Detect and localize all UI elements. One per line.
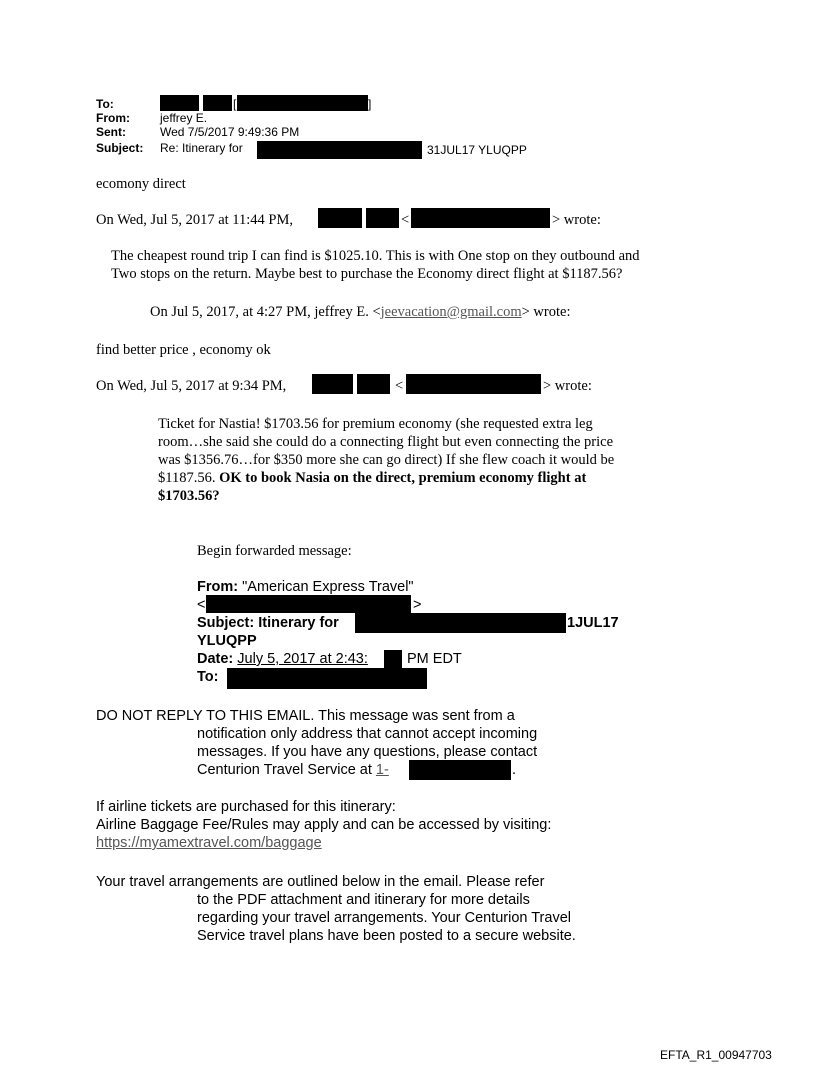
quote-wrote: > wrote: <box>543 378 592 394</box>
angle-open: < <box>395 378 404 394</box>
quote-intro: On Wed, Jul 5, 2017 at 9:34 PM, <box>96 378 287 394</box>
email-link[interactable]: jeevacation@gmail.com <box>380 304 522 320</box>
angle-close: > <box>413 597 422 613</box>
redaction-bar <box>312 374 353 394</box>
subject-suffix: 31JUL17 YLUQPP <box>427 143 527 157</box>
to-label: To: <box>96 97 114 111</box>
redaction-bar <box>318 208 362 228</box>
forwarded-subject-tail: 1JUL17 <box>567 615 619 631</box>
forwarded-begin: Begin forwarded message: <box>197 543 352 559</box>
forwarded-date-tail: PM EDT <box>407 651 462 667</box>
quote-wrote: > wrote: <box>552 212 601 228</box>
reply-text: find better price , economy ok <box>96 342 271 358</box>
phone-link[interactable]: 1- <box>375 762 389 778</box>
sent-value: Wed 7/5/2017 9:49:36 PM <box>160 125 300 139</box>
quote-line: room…she said she could do a connecting flight but even connecting the price <box>158 434 614 450</box>
baggage-line: Airline Baggage Fee/Rules may apply and can be accessed by visiting: <box>96 817 552 833</box>
notice-line: DO NOT REPLY TO THIS EMAIL. This message was sent from a <box>96 708 515 724</box>
forwarded-subject-line2: YLUQPP <box>197 633 257 649</box>
quote-intro: On Wed, Jul 5, 2017 at 11:44 PM, <box>96 212 294 228</box>
subject-label: Subject: <box>96 141 144 155</box>
quote-line: Two stops on the return. Maybe best to purchase the Economy direct flight at $1187.56? <box>111 266 623 282</box>
notice-line: notification only address that cannot accept incoming <box>197 726 538 742</box>
bracket-close: ] <box>368 97 372 111</box>
redaction-bar <box>203 95 232 111</box>
quote-line: was $1356.76…for $350 more she can go direct) If she flew coach it would be <box>158 452 615 468</box>
bracket-open: [ <box>233 97 237 111</box>
angle-open: < <box>197 597 206 613</box>
angle-open: < <box>401 212 410 228</box>
sent-label: Sent: <box>96 125 126 139</box>
arrangements-line: to the PDF attachment and itinerary for more details <box>197 892 530 908</box>
notice-line: Centurion Travel Service at 1- <box>197 762 389 778</box>
forwarded-subject: Subject: Itinerary for <box>197 615 339 631</box>
notice-period: . <box>512 762 517 778</box>
quote-line: Ticket for Nastia! $1703.56 for premium economy (she requested extra leg <box>158 416 593 432</box>
forwarded-to: To: <box>197 669 219 685</box>
reply-text: ecomony direct <box>96 176 186 192</box>
redaction-bar <box>366 208 399 228</box>
from-label: From: <box>96 111 130 125</box>
redaction-bar <box>406 374 541 394</box>
quote-intro: On Jul 5, 2017, at 4:27 PM, jeffrey E. <jeevacation@gmail.com> wrote: <box>150 304 571 320</box>
baggage-line: If airline tickets are purchased for this itinerary: <box>96 799 396 815</box>
arrangements-line: Service travel plans have been posted to a secure website. <box>197 928 576 944</box>
quote-line: The cheapest round trip I can find is $1025.10. This is with One stop on they outbound and <box>111 248 640 264</box>
redaction-bar <box>227 668 427 689</box>
redaction-bar <box>411 208 550 228</box>
redaction-bar <box>206 595 411 613</box>
redaction-bar <box>384 650 402 668</box>
redaction-bar <box>355 613 566 633</box>
redaction-bar <box>237 95 368 111</box>
redaction-bar <box>160 95 199 111</box>
quote-line: $1187.56. OK to book Nasia on the direct, premium economy flight at <box>158 470 587 486</box>
baggage-link[interactable]: https://myamextravel.com/baggage <box>96 835 322 851</box>
arrangements-line: Your travel arrangements are outlined below in the email. Please refer <box>96 874 545 890</box>
redaction-bar <box>257 141 422 159</box>
redaction-bar <box>409 760 511 780</box>
redaction-bar <box>357 374 390 394</box>
from-value: jeffrey E. <box>160 111 208 125</box>
forwarded-date: Date: July 5, 2017 at 2:43: <box>197 651 368 667</box>
subject-prefix: Re: Itinerary for <box>160 141 243 155</box>
notice-line: messages. If you have any questions, please contact <box>197 744 538 760</box>
arrangements-line: regarding your travel arrangements. Your Centurion Travel <box>197 910 571 926</box>
forwarded-from: From: "American Express Travel" <box>197 579 414 595</box>
quote-line: $1703.56? <box>158 488 220 504</box>
document-id: EFTA_R1_00947703 <box>660 1048 772 1062</box>
